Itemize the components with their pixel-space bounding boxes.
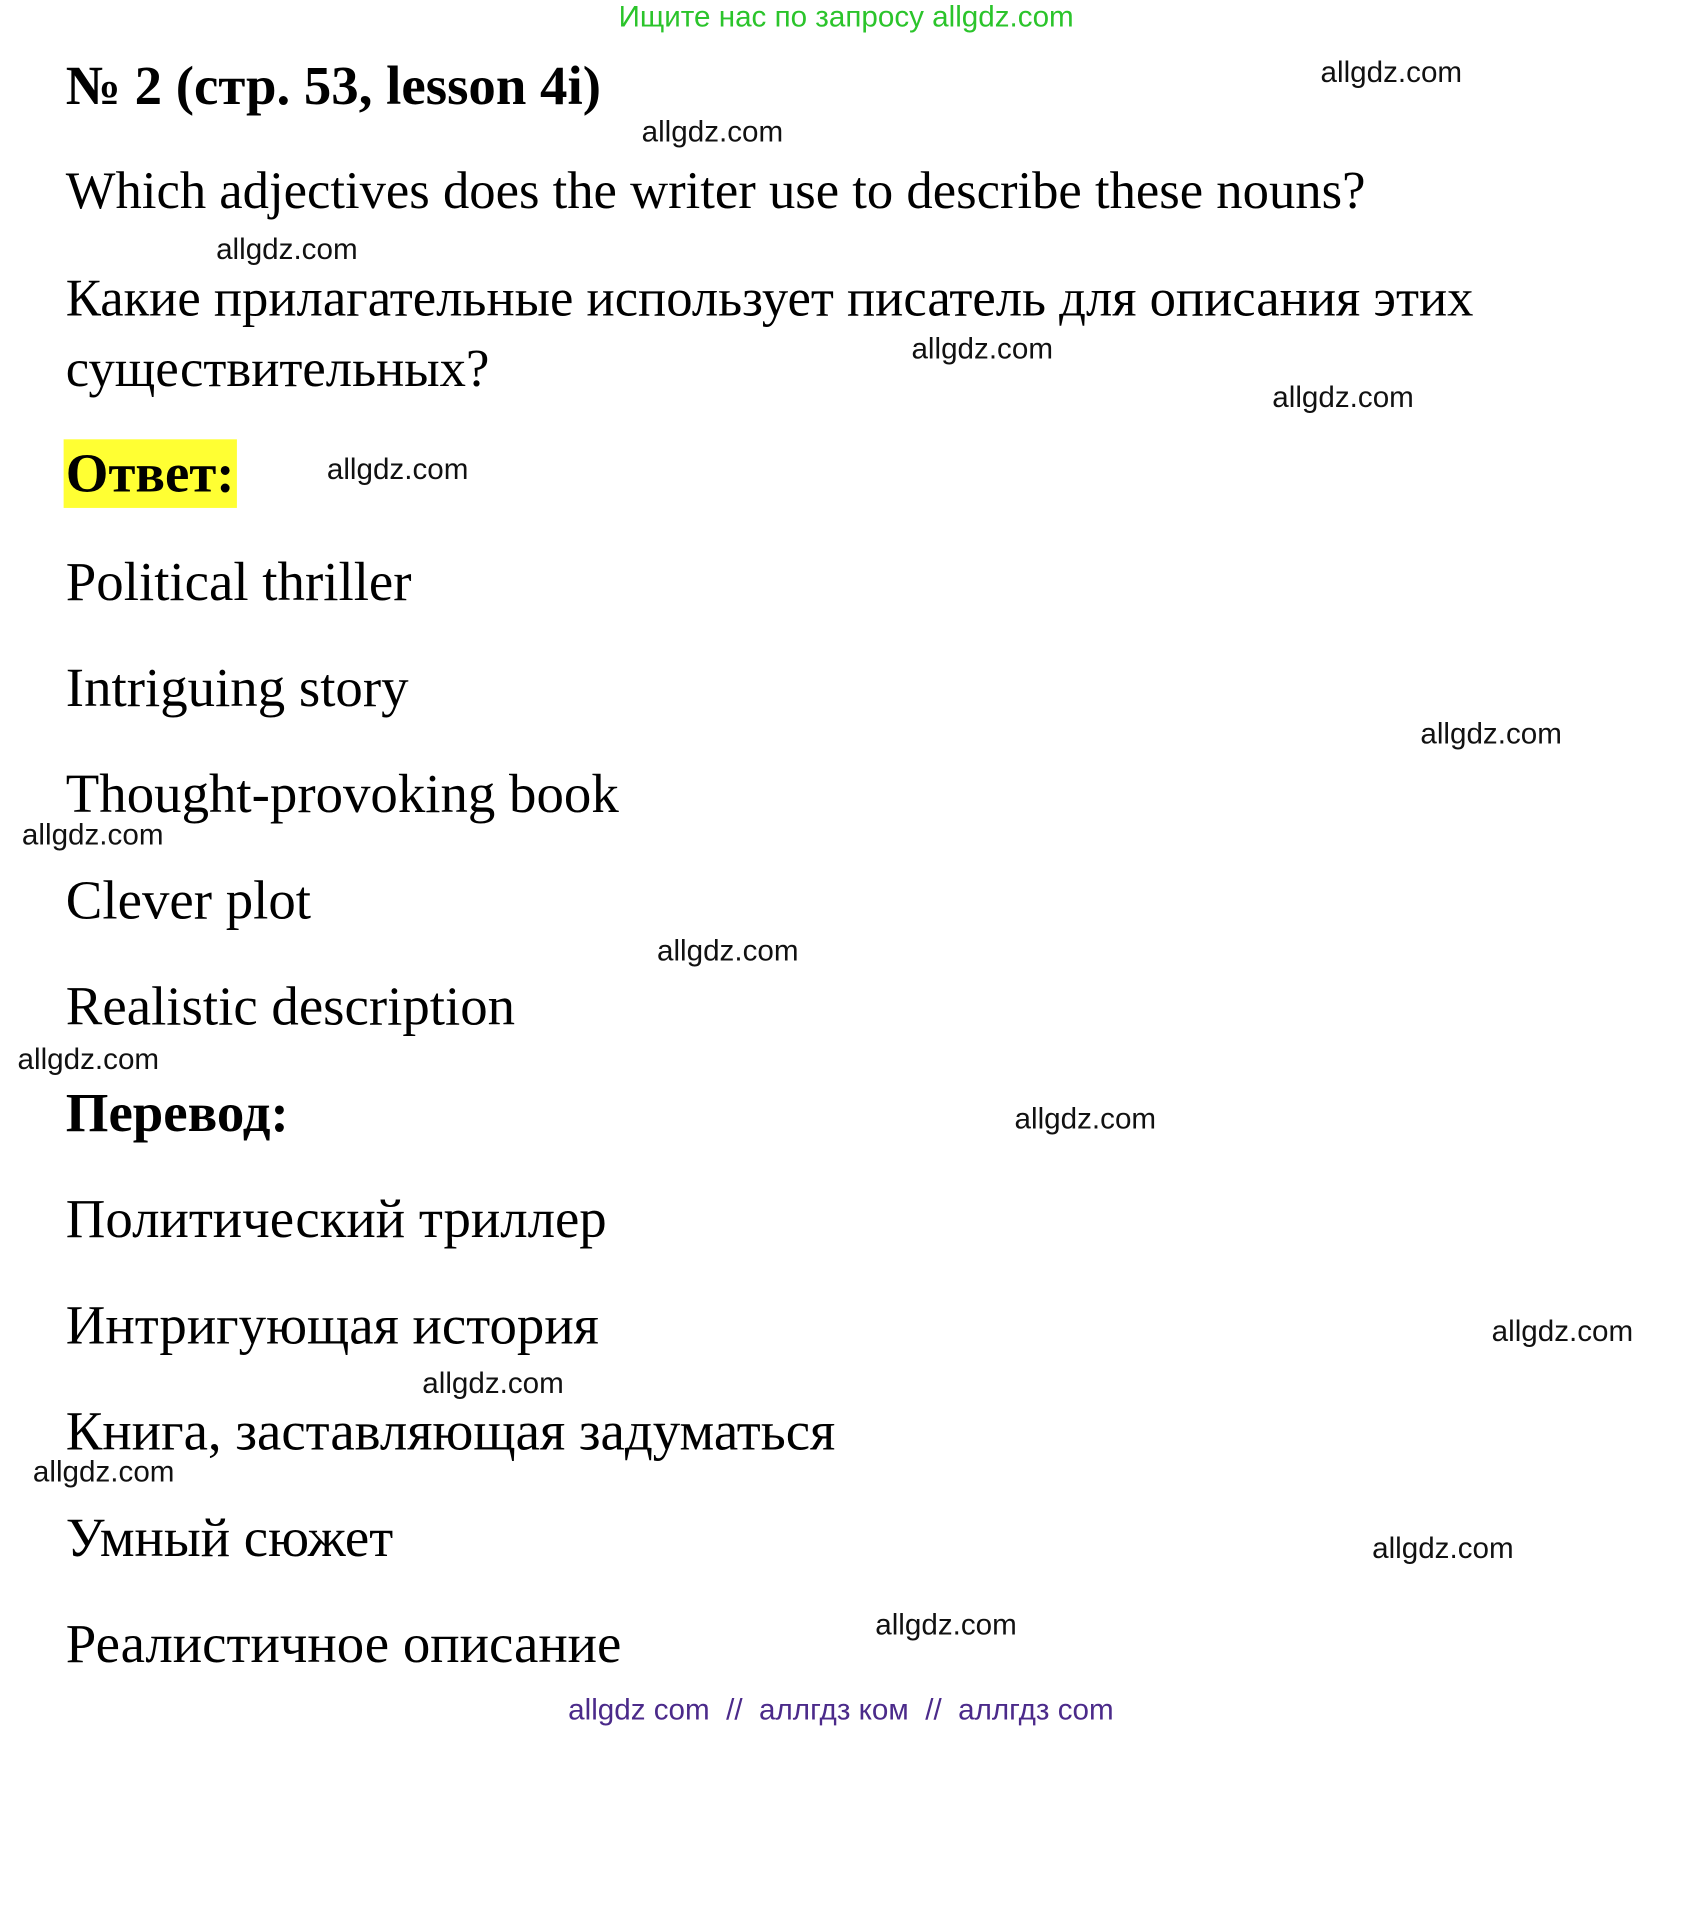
answer-item: Clever plot <box>65 868 312 931</box>
footer-text: allgdz com // аллгдз ком // аллгдз com <box>568 1693 1114 1727</box>
watermark: allgdz.com <box>422 1366 564 1400</box>
question-russian-line2: существительных? <box>65 339 490 399</box>
watermark: allgdz.com <box>875 1607 1017 1642</box>
watermark: allgdz.com <box>17 1042 160 1076</box>
translation-item: Интригующая история <box>65 1293 599 1356</box>
top-banner: Ищите нас по запросу allgdz.com <box>618 0 1074 34</box>
watermark: allgdz.com <box>641 115 784 149</box>
translation-item: Реалистичное описание <box>65 1612 622 1675</box>
answer-item: Realistic description <box>65 974 516 1037</box>
answer-label-highlight: Ответ: <box>64 439 237 508</box>
translation-item: Политический триллер <box>65 1187 607 1250</box>
watermark: allgdz.com <box>656 933 799 968</box>
answer-item: Political thriller <box>65 549 412 612</box>
answer-item: Intriguing story <box>65 656 409 719</box>
watermark: allgdz.com <box>216 232 358 266</box>
watermark: allgdz.com <box>32 1455 175 1489</box>
watermark: allgdz.com <box>1491 1314 1634 1348</box>
watermark: allgdz.com <box>911 331 1053 366</box>
watermark: allgdz.com <box>21 817 164 851</box>
watermark: allgdz.com <box>326 452 469 486</box>
watermark: allgdz.com <box>1420 717 1562 751</box>
translation-item: Умный сюжет <box>65 1506 394 1569</box>
watermark: allgdz.com <box>1372 1531 1514 1565</box>
watermark: allgdz.com <box>1272 380 1414 414</box>
watermark: allgdz.com <box>1014 1102 1157 1136</box>
page-title: № 2 (стр. 53, lesson 4i) <box>65 54 601 117</box>
question-english: Which adjectives does the writer use to describe these nouns? <box>65 161 1366 221</box>
watermark: allgdz.com <box>1320 55 1463 89</box>
translation-label: Перевод: <box>65 1081 289 1144</box>
translation-item: Книга, заставляющая задуматься <box>65 1399 836 1462</box>
answer-label <box>64 440 237 504</box>
answer-item: Thought-provoking book <box>65 762 619 825</box>
question-russian-line1: Какие прилагательные использует писатель для описания этих <box>65 268 1474 328</box>
